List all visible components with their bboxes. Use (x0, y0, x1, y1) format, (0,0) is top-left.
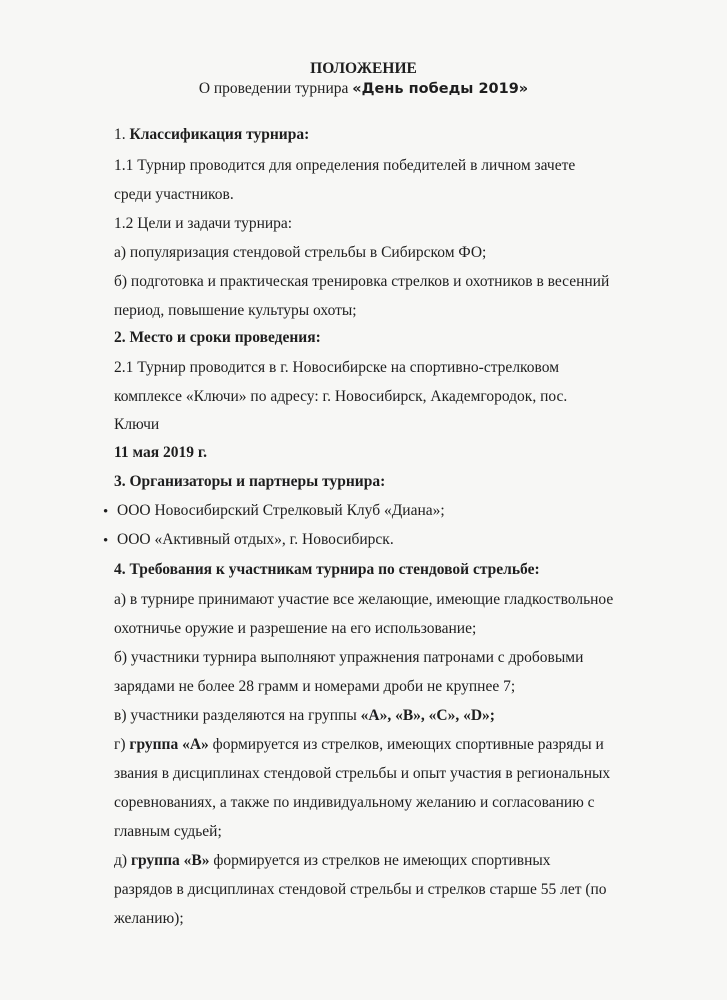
section2-line2: комплексе «Ключи» по адресу: г. Новосибирск, Академгородок, пос. (114, 388, 568, 405)
section2-line1: 2.1 Турнир проводится в г. Новосибирске на спортивно-стрелковом (114, 359, 560, 376)
section1-title: Классификация турнира: (129, 126, 310, 143)
section4-d-line3: желанию); (114, 910, 184, 927)
section4-d-line2: разрядов в дисциплинах стендовой стрельбы и стрелков старше 55 лет (по (114, 881, 607, 898)
section3-item2: ООО «Активный отдых», г. Новосибирск. (117, 531, 394, 548)
section2-date: 11 мая 2019 г. (114, 444, 208, 461)
bullet-icon: • (103, 504, 109, 520)
section4-g-line1 (114, 736, 604, 754)
section2-line3: Ключи (114, 416, 160, 433)
section1-item-b-line2: период, повышение культуры охоты; (114, 302, 357, 319)
section4-g-prefix: г) (114, 736, 130, 753)
section4-v-prefix: в) участники разделяются на группы (114, 707, 361, 724)
section1-item-a: а) популяризация стендовой стрельбы в Сибирском ФО; (114, 244, 487, 261)
section4-v (114, 707, 495, 725)
section4-v-groups: «А», «В», «С», «D»; (360, 707, 495, 724)
section4-b-line1: б) участники турнира выполняют упражнения патронами с дробовыми (114, 649, 584, 666)
tournament-name: «День победы 2019» (352, 81, 529, 97)
section4-d-group: группа «В» (130, 852, 210, 869)
section4-g-line3: соревнованиях, а также по индивидуальному желанию и согласованию с (114, 794, 595, 811)
section1-heading (114, 126, 309, 144)
section3-item1: ООО Новосибирский Стрелковый Клуб «Диана»; (117, 502, 445, 519)
section4-g-group: группа «А» (129, 736, 209, 753)
section1-item-b-line1: б) подготовка и практическая тренировка стрелков и охотников в весенний (114, 273, 610, 290)
section4-a-line2: охотничье оружие и разрешение на его использование; (114, 620, 477, 637)
section4-b-line2: зарядами не более 28 грамм и номерами дроби не крупнее 7; (114, 678, 516, 695)
section4-heading: 4. Требования к участникам турнира по стендовой стрельбе: (114, 561, 540, 578)
section4-g-line2: звания в дисциплинах стендовой стрельбы и опыт участия в региональных (114, 765, 611, 782)
section4-d-prefix: д) (114, 852, 131, 869)
document-title: ПОЛОЖЕНИЕ (310, 60, 417, 77)
section4-g-rest: формируется из стрелков, имеющих спортивные разряды и (208, 736, 604, 753)
section1-p1-line2: среди участников. (114, 186, 234, 203)
section1-p2: 1.2 Цели и задачи турнира: (114, 215, 293, 232)
section1-p1-line1: 1.1 Турнир проводится для определения победителей в личном зачете (114, 157, 576, 174)
section3-heading: 3. Организаторы и партнеры турнира: (114, 473, 386, 490)
section2-heading: 2. Место и сроки проведения: (114, 329, 321, 346)
section4-a-line1: а) в турнире принимают участие все желающие, имеющие гладкоствольное (114, 591, 614, 608)
section4-g-line4: главным судьей; (114, 823, 222, 840)
section1-number: 1. (114, 126, 130, 143)
section4-d-line1 (114, 852, 551, 870)
document-subtitle (0, 80, 727, 98)
section4-d-rest: формируется из стрелков не имеющих спортивных (209, 852, 551, 869)
bullet-icon: • (103, 533, 109, 549)
subtitle-prefix: О проведении турнира (198, 80, 353, 97)
